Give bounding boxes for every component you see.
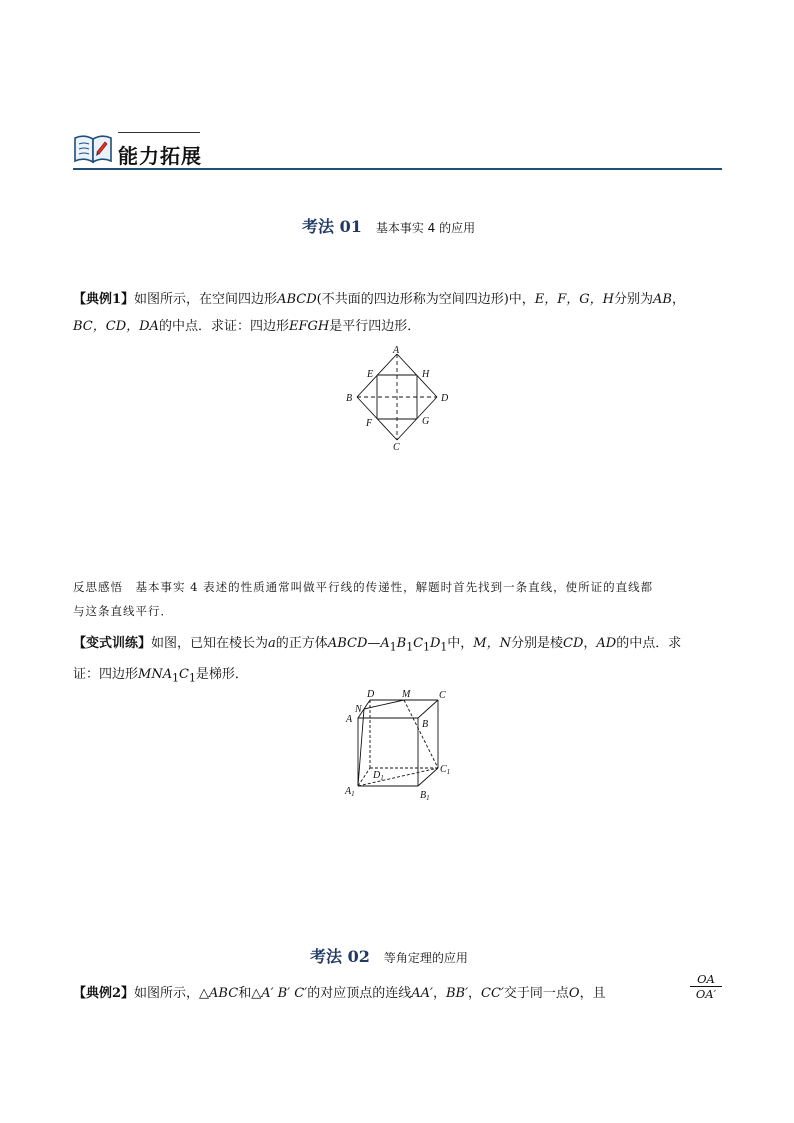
label-h: H (422, 369, 430, 380)
reflection-line-1: 反思感悟 基本事实 4 表述的性质通常叫做平行线的传递性，解题时首先找到一条直线，使所证的直线都 (73, 580, 654, 594)
fraction-numerator: OA (690, 972, 722, 987)
label-b1: $B_1$ (420, 790, 430, 802)
example-tag: 【典例2】 (73, 986, 135, 1001)
segment: CC′ (481, 986, 504, 1001)
text: 分别是棱 (510, 636, 563, 651)
label-d: D (441, 393, 449, 404)
edge: CD (563, 636, 584, 651)
page-section-title: 能力拓展 (118, 144, 202, 168)
triangle-name: ABC (209, 986, 239, 1001)
figure-1 (340, 344, 460, 452)
example-1 (73, 286, 723, 340)
reflection (73, 575, 723, 623)
example-2 (73, 980, 733, 1007)
text: 是梯形． (195, 666, 248, 682)
quad-name: EFGH (288, 319, 330, 334)
section-heading-2 (310, 944, 468, 967)
sub: 1 (389, 640, 397, 654)
label-a1: $A_1$ (345, 786, 355, 798)
text: ， (583, 636, 597, 651)
variant-tag: 【变式训练】 (73, 636, 152, 651)
edge: AD (596, 636, 617, 651)
label-d1: $D_1$ (373, 770, 384, 782)
sub: 1 (188, 671, 196, 685)
label-e: E (367, 369, 374, 380)
example-tag: 【典例1】 (73, 292, 135, 307)
text: 和△ (238, 986, 262, 1001)
quad-name: ABCD (277, 292, 317, 307)
cube-name: B (396, 636, 407, 651)
method-name: 基本事实 4 的应用 (375, 221, 476, 235)
label-c: C (393, 442, 400, 452)
sub: 1 (423, 640, 430, 654)
text: 如图所示，在空间四边形 (134, 292, 278, 307)
header-top-line (118, 132, 200, 133)
open-book-icon (72, 130, 114, 166)
cube-name: C (413, 636, 424, 651)
sub: 1 (172, 671, 179, 685)
text: ，且 (579, 986, 606, 1001)
label-a: A (346, 714, 353, 725)
fraction (690, 972, 722, 1001)
sub: 1 (406, 640, 414, 654)
method-name: 等角定理的应用 (383, 951, 468, 965)
text: ， (468, 986, 482, 1001)
cube-name: ABCD—A (327, 636, 390, 651)
segment: BB′ (445, 986, 469, 1001)
text: 的中点．求 (616, 636, 682, 651)
edge-length: a (268, 636, 276, 651)
section-heading-1 (302, 214, 475, 237)
segments: BC，CD，DA (73, 319, 159, 334)
text: 分别为 (614, 292, 654, 307)
text: 证：四边形 (73, 666, 139, 682)
method-number: 考法 01 (302, 217, 362, 236)
label-d: D (367, 689, 375, 700)
reflection-line-2: 与这条直线平行． (73, 604, 173, 618)
segment: AB (653, 292, 672, 307)
points: E，F，G，H (534, 292, 615, 307)
label-n: N (355, 704, 362, 715)
text: ， (671, 292, 685, 307)
triangle-name: A′ B′ C′ (261, 986, 308, 1001)
quad-name: MNA (138, 666, 173, 682)
label-b: B (346, 393, 353, 404)
header-divider (73, 168, 722, 170)
label-f: F (366, 418, 373, 429)
text: 如图所示，△ (134, 986, 210, 1001)
text: 如图，已知在棱长为 (151, 636, 269, 651)
figure-2 (340, 686, 460, 802)
segment: AA′ (411, 986, 433, 1001)
text: 是平行四边形． (329, 319, 421, 334)
fraction-denominator: OA′ (695, 987, 717, 1001)
text: 的中点．求证：四边形 (158, 319, 289, 334)
label-c1: $C_1$ (440, 764, 451, 776)
points: M，N (473, 636, 511, 651)
label-c: C (439, 690, 446, 701)
cube-name: D (429, 636, 441, 651)
header-icon (72, 130, 114, 166)
sub: 1 (440, 640, 448, 654)
text: (不共面的四边形称为空间四边形)中， (316, 292, 535, 307)
label-g: G (422, 416, 430, 427)
text: 的正方体 (275, 636, 328, 651)
label-a: A (393, 345, 400, 356)
point: O (568, 986, 580, 1001)
variant-training (73, 630, 723, 691)
label-m: M (402, 689, 411, 700)
text: 中， (447, 636, 474, 651)
method-number: 考法 02 (310, 947, 370, 966)
text: 的对应顶点的连线 (307, 986, 412, 1001)
label-b: B (422, 719, 429, 730)
text: ， (432, 986, 446, 1001)
quad-name: C (178, 666, 189, 682)
text: 交于同一点 (503, 986, 569, 1001)
